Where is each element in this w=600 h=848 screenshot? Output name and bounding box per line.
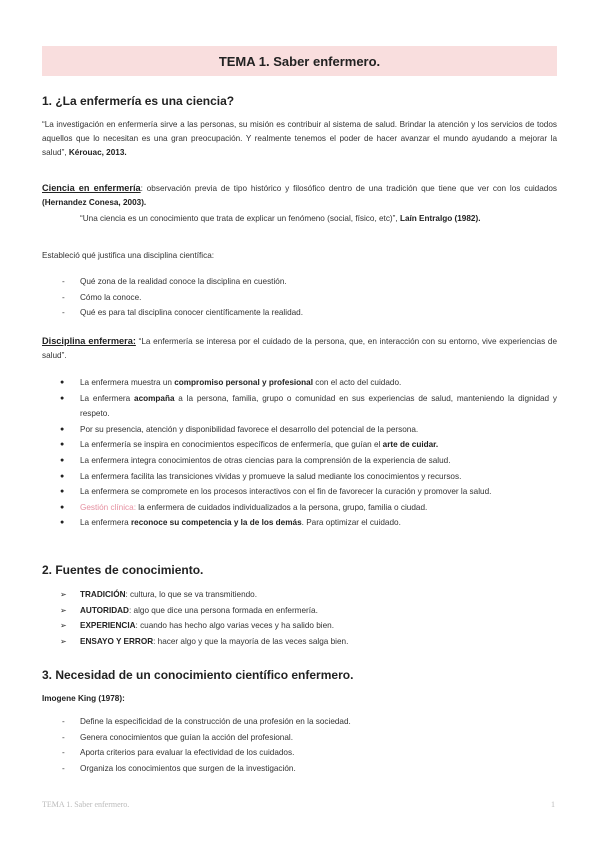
b1-post: con el acto del cuidado. <box>312 378 402 387</box>
term: TRADICIÓN <box>80 590 126 599</box>
fuentes-list <box>42 587 557 649</box>
disciplina-text: “La enfermería se interesa por el cuidado de la persona, que, en interacción con su entorno, vive experiencias de salud”. <box>42 337 557 360</box>
list-item <box>42 391 557 422</box>
disciplina-label: Disciplina enfermera: <box>42 336 136 346</box>
quote-citation: Kérouac, 2013. <box>68 148 127 157</box>
estableci-text: Estableció qué justifica una disciplina científica: <box>42 251 215 260</box>
b2-bold: acompaña <box>134 393 175 403</box>
list-item: ● La enfermera facilita las transiciones vividas y promueve la salud mediante los conocimientos y recursos. <box>42 469 557 485</box>
disciplina-bullets <box>42 375 557 531</box>
list-item: - Cómo la conoce. <box>42 290 557 306</box>
term-text: : hacer algo y que la mayoría de las veces salga bien. <box>153 636 349 646</box>
list-item <box>42 500 557 516</box>
list-item: ● Por su presencia, atención y disponibilidad favorece el desarrollo del potencial de la persona. <box>42 422 557 438</box>
b4-bold: arte de cuidar. <box>382 440 439 450</box>
list-item <box>42 587 557 603</box>
ciencia-text: : observación previa de tipo histórico y filosófico dentro de una tradición que tiene que ver con los cuidados <box>140 184 557 193</box>
king-author: Imogene King (1978): <box>42 694 125 703</box>
lain-quote: “Una ciencia es un conocimiento que trata de explicar un fenómeno (social, físico, etc)”, <box>80 214 398 223</box>
title-text: TEMA 1. Saber enfermero. <box>218 53 381 69</box>
list-item <box>42 375 557 391</box>
list-item: - Organiza los conocimientos que surgen de la investigación. <box>42 761 557 777</box>
list-item: - Define la especificidad de la construcción de una profesión en la sociedad. <box>42 714 557 730</box>
page-title <box>42 46 557 76</box>
list-item: - Genera conocimientos que guían la acción del profesional. <box>42 730 557 746</box>
disciplina-paragraph <box>42 334 557 363</box>
list-item <box>42 515 557 531</box>
list-item: ● La enfermera se compromete en los procesos interactivos con el fin de favorecer la curación y promover la salud. <box>42 484 557 500</box>
lain-paragraph <box>42 212 557 226</box>
list-item: ● La enfermera integra conocimientos de otras ciencias para la comprensión de la experiencia de salud. <box>42 453 557 469</box>
b2-post: a la persona, familia, grupo o comunidad en sus experiencias de salud, manteniendo la dignidad y respeto. <box>80 393 557 419</box>
term: EXPERIENCIA <box>80 621 136 631</box>
list-item <box>42 603 557 619</box>
term-text: : cuando has hecho algo varias veces y ha salido bien. <box>135 621 334 631</box>
footer-title: TEMA 1. Saber enfermero. <box>42 800 130 809</box>
page-number: 1 <box>551 800 555 809</box>
section-3-heading: 3. Necesidad de un conocimiento científico enfermero. <box>42 668 354 682</box>
b1-pre: La enfermera muestra un <box>80 378 175 387</box>
list-item: - Qué es para tal disciplina conocer científicamente la realidad. <box>42 305 557 321</box>
list-item: - Qué zona de la realidad conoce la disciplina en cuestión. <box>42 274 557 290</box>
section-2-heading: 2. Fuentes de conocimiento. <box>42 563 204 577</box>
b9-bold: reconoce su competencia y la de los demás <box>130 518 302 528</box>
b1-bold: compromiso personal y profesional <box>174 378 313 387</box>
b2-pre: La enfermera <box>80 393 135 403</box>
lain-citation: Laín Entralgo (1982). <box>399 214 481 223</box>
term: ENSAYO Y ERROR <box>80 636 154 646</box>
term-text: : cultura, lo que se va transmitiendo. <box>125 590 258 599</box>
section-1-heading: 1. ¿La enfermería es una ciencia? <box>42 94 235 108</box>
ciencia-paragraph <box>42 181 557 210</box>
b8-post: la enfermera de cuidados individualizados a la persona, grupo, familia o ciudad. <box>135 502 428 512</box>
disciplina-criteria-list <box>42 274 557 321</box>
term-text: : algo que dice una persona formada en enfermería. <box>128 605 318 615</box>
term: AUTORIDAD <box>80 605 129 615</box>
list-item: - Aporta criterios para evaluar la efectividad de los cuidados. <box>42 745 557 761</box>
b4-pre: La enfermería se inspira en conocimientos específicos de enfermería, que guían el <box>80 440 383 450</box>
king-list <box>42 714 557 776</box>
ciencia-citation: (Hernandez Conesa, 2003). <box>42 198 147 207</box>
quote-paragraph <box>42 118 557 160</box>
list-item <box>42 437 557 453</box>
ciencia-label: Ciencia en enfermería <box>42 183 141 193</box>
b8-pink: Gestión clínica: <box>80 502 136 512</box>
list-item <box>42 618 557 634</box>
b9-post: . Para optimizar el cuidado. <box>301 518 401 528</box>
list-item <box>42 634 557 650</box>
b9-pre: La enfermera <box>80 518 131 528</box>
quote-text: “La investigación en enfermería sirve a las personas, su misión es contribuir al sistema de salud. Brindar la atención y los servicios de todos aquellos que lo necesitan es una gran preocupación. Y realmente tenemos el poder de hacer avanzar el mundo ayudando a mejorar la salud”, <box>42 120 557 157</box>
